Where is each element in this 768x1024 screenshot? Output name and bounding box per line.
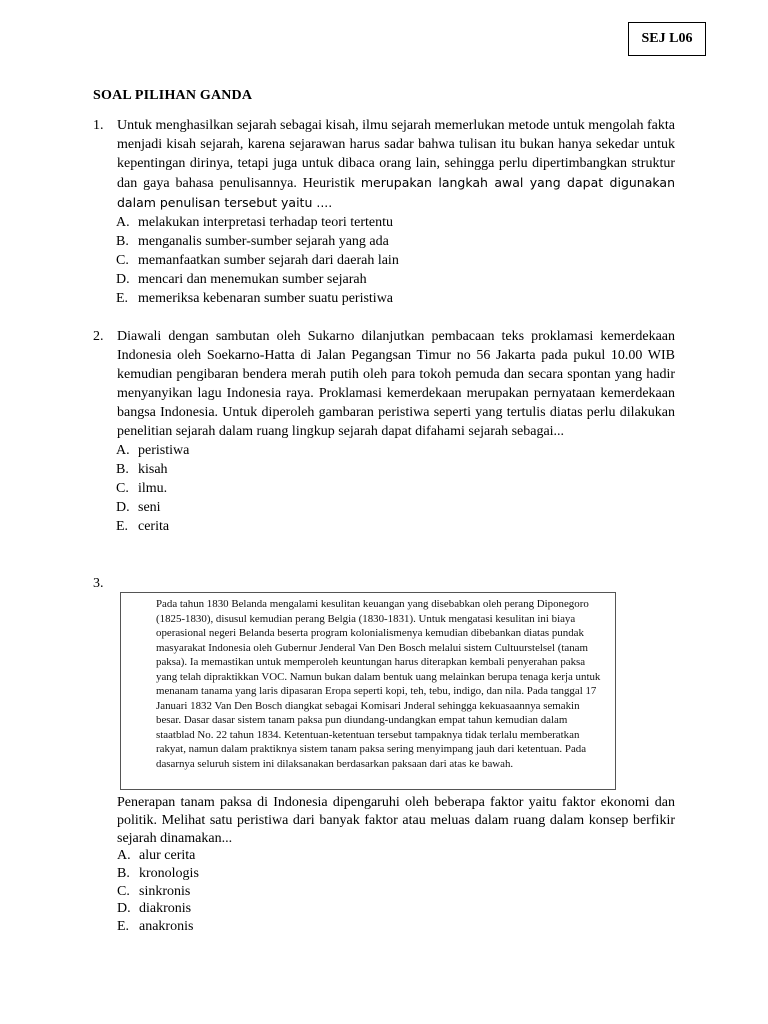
option-letter: A.	[117, 848, 131, 863]
question-number: 2.	[93, 329, 104, 344]
option-letter: C.	[117, 883, 130, 899]
option-e[interactable]	[116, 289, 675, 308]
question-3-text: Penerapan tanam paksa di Indonesia dipengaruhi oleh beberapa faktor yaitu faktor ekonomi dan politik. Melihat satu peristiwa dari banyak faktor atau meluas dalam ruang dalam konsep berfikir sejarah dinamakan...	[117, 795, 675, 846]
option-e[interactable]	[116, 517, 675, 536]
option-d[interactable]	[117, 900, 199, 918]
question-number: 1.	[93, 118, 104, 133]
question-2	[93, 327, 675, 536]
option-b[interactable]	[116, 232, 675, 251]
option-text: memeriksa kebenaran sumber suatu peristiwa	[138, 291, 394, 306]
option-b[interactable]	[117, 865, 199, 883]
option-letter: A.	[116, 443, 130, 458]
option-text: sinkronis	[139, 883, 191, 899]
question-1	[93, 116, 675, 308]
option-text: kronologis	[139, 865, 199, 881]
option-a[interactable]	[117, 847, 199, 865]
question-3-option-list	[117, 847, 199, 936]
option-text: anakronis	[139, 919, 194, 935]
option-text: cerita	[138, 519, 170, 534]
option-letter: B.	[116, 462, 129, 477]
option-letter: E.	[116, 291, 129, 306]
option-text: peristiwa	[138, 443, 190, 458]
option-d[interactable]	[116, 270, 675, 289]
option-letter: C.	[116, 253, 129, 268]
option-letter: B.	[117, 865, 130, 881]
option-letter: B.	[116, 234, 129, 249]
option-c[interactable]	[117, 883, 199, 901]
option-letter: E.	[117, 919, 130, 935]
option-text: memanfaatkan sumber sejarah dari daerah lain	[138, 253, 399, 268]
option-text: alur cerita	[139, 848, 196, 863]
document-code: SEJ L06	[628, 22, 706, 56]
option-text: menganalis sumber-sumber sejarah yang ada	[138, 234, 389, 249]
option-b[interactable]	[116, 460, 675, 479]
question-text: Untuk menghasilkan sejarah sebagai kisah, ilmu sejarah memerlukan metode untuk mengolah fakta menjadi kisah sejarah, karena sejarawan harus sadar bahwa tulisan itu bukan hanya sekedar untuk kepentingan dirinya, tetapi juga untuk dibaca orang lain, sehingga perlu dipertimbangkan struktur dan gaya bahasa penulisannya. Heuristik	[117, 118, 675, 191]
option-letter: E.	[116, 519, 129, 534]
option-c[interactable]	[116, 251, 675, 270]
option-c[interactable]	[116, 479, 675, 498]
option-letter: D.	[116, 500, 130, 515]
option-letter: A.	[116, 215, 130, 230]
option-a[interactable]	[116, 441, 675, 460]
option-text: kisah	[138, 462, 168, 477]
option-letter: D.	[116, 272, 130, 287]
question-3-number: 3.	[93, 576, 104, 591]
option-text: ilmu.	[138, 481, 168, 496]
option-list	[116, 441, 675, 536]
option-text: seni	[138, 500, 161, 515]
question-text: Diawali dengan sambutan oleh Sukarno dilanjutkan pembacaan teks proklamasi kemerdekaan Indonesia oleh Soekarno-Hatta di Jalan Pegangsan Timur no 56 Jakarta pada pukul 10.00 WIB kemudian pengibaran bendera merah putih oleh para tokoh pemuda dan secara spontan yang hadir menyanyikan lagu Indonesia raya. Proklamasi kemerdekaan merupakan pernyataan kemerdekaan bangsa Indonesia. Untuk diperoleh gambaran peristiwa seperti yang tertulis diatas perlu dilakukan penelitian sejarah dalam ruang lingkup sejarah dapat difahami sejarah sebagai...	[117, 329, 675, 439]
option-d[interactable]	[116, 498, 675, 517]
section-title: SOAL PILIHAN GANDA	[93, 88, 253, 103]
option-list	[116, 213, 675, 308]
option-a[interactable]	[116, 213, 675, 232]
source-excerpt-box: Pada tahun 1830 Belanda mengalami kesulitan keuangan yang disebabkan oleh perang Diponegoro (1825-1830), disusul kemudian perang Belgia (1830-1831). Untuk mengatasi kesulitan ini biaya operasional negeri Belanda beserta program kolonialismenya kemudian dibebankan diatas pundak masyarakat Indonesia oleh Gubernur Jenderal Van Den Bosch melalui sistem Cultuurstelsel (tanam paksa). Ia memastikan untuk memperoleh keuntungan harus diterapkan kembali penyerahan paksa yang telah dipraktikkan VOC. Namun bukan dalam bentuk uang melainkan berupa tenaga kerja untuk menanam tanama yang laris dipasaran Eropa seperti kopi, teh, tebu, indigo, dan nila. Pada tanggal 17 Januari 1832 Van Den Bosch diangkat sebagai Komisari Jnderal sehingga kekuasaannya semakin besar. Dasar dasar sistem tanam paksa pun diundang-undangkan empat tahun kemudian dalam staatblad No. 22 tahun 1834. Ketentuan-ketentuan tersebut tampaknya tidak terlalu memberatkan rakyat, namun dalam praktiknya sistem tanam paksa sering menyimpang jauh dari ketentuan. Pada dasarnya seluruh sistem ini dilaksanakan berdasarkan paksaan dari atas ke bawah.	[120, 592, 616, 790]
option-text: diakronis	[139, 901, 192, 917]
option-letter: D.	[117, 901, 131, 917]
option-text: mencari dan menemukan sumber sejarah	[138, 272, 367, 287]
option-e[interactable]	[117, 918, 199, 936]
option-text: melakukan interpretasi terhadap teori tertentu	[138, 215, 394, 230]
question-text-continuation: merupakan langkah awal yang dapat digunakan dalam penulisan tersebut yaitu ....	[117, 175, 675, 210]
option-letter: C.	[116, 481, 129, 496]
